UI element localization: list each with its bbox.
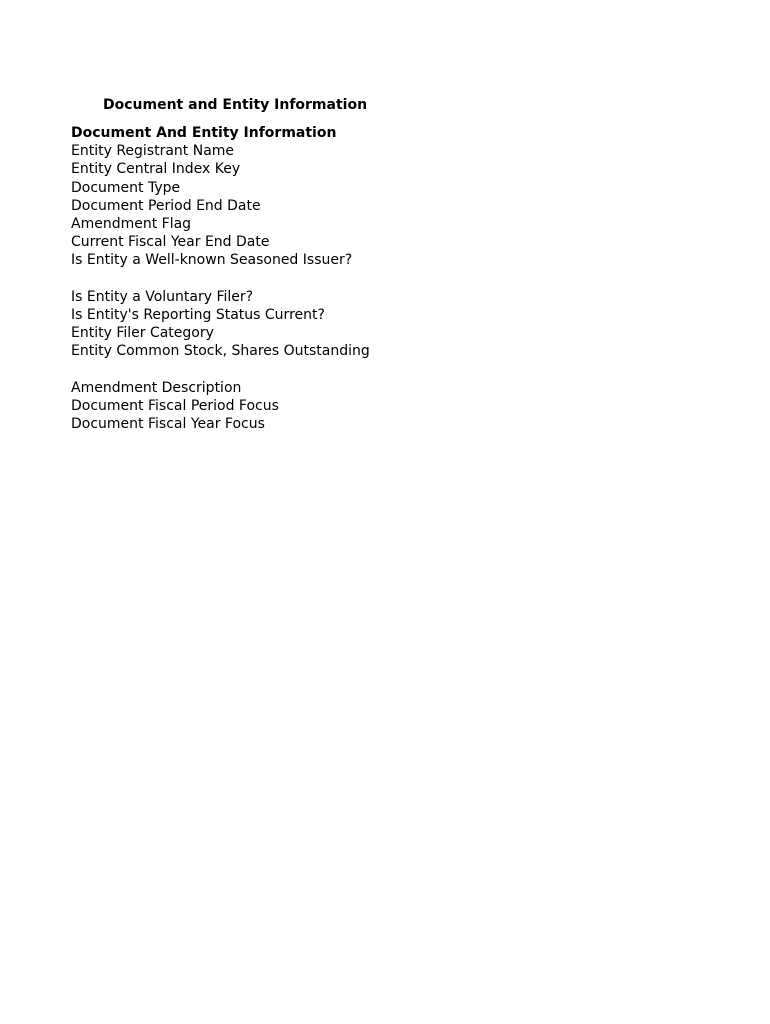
row-spacer: [71, 270, 491, 288]
row-label-reporting-status-current: Is Entity's Reporting Status Current?: [71, 306, 325, 323]
report-title: Document and Entity Information: [103, 97, 368, 113]
row-label-document-fiscal-period-focus: Document Fiscal Period Focus: [71, 397, 279, 414]
row-label-voluntary-filer: Is Entity a Voluntary Filer?: [71, 288, 254, 305]
row-label-document-period-end-date: Document Period End Date: [71, 197, 261, 214]
row-label-common-stock-shares-outstanding: Entity Common Stock, Shares Outstanding: [71, 343, 370, 360]
report-table: [71, 124, 491, 433]
row-label-well-known-seasoned-issuer: Is Entity a Well-known Seasoned Issuer?: [71, 252, 353, 269]
row-label-current-fiscal-year-end-date: Current Fiscal Year End Date: [71, 234, 270, 251]
row-label-amendment-flag: Amendment Flag: [71, 215, 192, 232]
row-label-document-type: Document Type: [71, 179, 181, 196]
section-header: Document And Entity Information: [71, 125, 337, 141]
row-label-entity-registrant-name: Entity Registrant Name: [71, 143, 235, 160]
row-spacer: [71, 360, 491, 378]
row-label-document-fiscal-year-focus: Document Fiscal Year Focus: [71, 416, 265, 432]
row-label-amendment-description: Amendment Description: [71, 379, 242, 396]
row-label-entity-filer-category: Entity Filer Category: [71, 325, 214, 342]
row-label-entity-central-index-key: Entity Central Index Key: [71, 161, 241, 178]
